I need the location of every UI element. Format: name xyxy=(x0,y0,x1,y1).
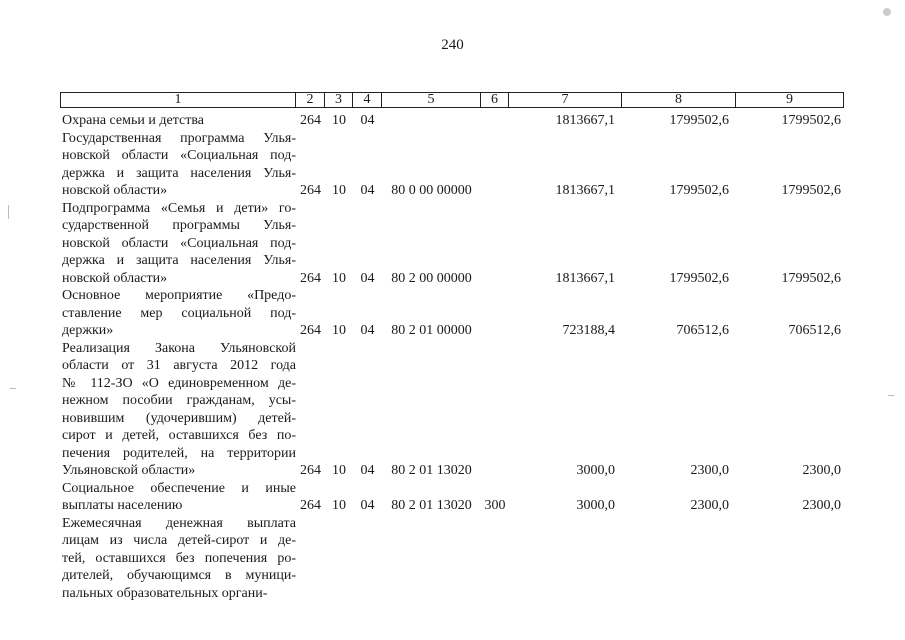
description-line: новской области» xyxy=(62,183,168,198)
description-line: Реализация Закона Ульяновской xyxy=(62,340,296,356)
header-col-9: 9 xyxy=(736,92,844,108)
description-line: держка и защита населения Улья- xyxy=(62,165,296,181)
amount-cell-col-9: 1799502,6 xyxy=(781,113,841,128)
description-line: лицам из числа детей-сирот и де- xyxy=(62,533,296,548)
amount-cell-col-8: 1799502,6 xyxy=(669,270,729,286)
description-line: дителей, обучающимся в муници- xyxy=(62,568,296,583)
code-cell-col-3: 10 xyxy=(332,113,346,128)
header-col-1: 1 xyxy=(60,92,296,108)
description-line: новской области «Социальная под- xyxy=(62,235,296,251)
header-col-7: 7 xyxy=(509,92,622,108)
description-line: держка и защита населения Улья- xyxy=(62,253,296,268)
scan-mark xyxy=(888,395,894,396)
scan-mark xyxy=(10,388,16,389)
code-cell-col-2: 264 xyxy=(300,323,321,338)
description-line: Ульяновской области» xyxy=(62,463,196,478)
scan-mark xyxy=(8,205,9,219)
description-line: Подпрограмма «Семья и дети» го- xyxy=(62,200,296,216)
description-line: нежном пособии гражданам, усы- xyxy=(62,393,296,408)
code-cell-col-2: 264 xyxy=(300,183,321,198)
amount-cell-col-8: 2300,0 xyxy=(690,498,729,513)
row-description xyxy=(62,480,296,515)
amount-cell-col-7: 1813667,1 xyxy=(555,270,615,286)
code-cell-col-3: 10 xyxy=(332,498,346,513)
amount-cell-col-9: 1799502,6 xyxy=(781,270,841,286)
code-cell-col-2: 264 xyxy=(300,270,321,286)
description-line: новской области» xyxy=(62,270,168,286)
amount-cell-col-7: 723188,4 xyxy=(562,323,615,338)
amount-cell-col-7: 3000,0 xyxy=(576,498,615,513)
row-description xyxy=(62,287,296,340)
description-line: новской области «Социальная под- xyxy=(62,148,296,163)
amount-cell-col-9: 706512,6 xyxy=(788,323,841,338)
description-line: сударственной программы Улья- xyxy=(62,218,296,233)
description-line: Основное мероприятие «Предо- xyxy=(62,288,296,303)
code-cell-col-5: 80 2 01 13020 xyxy=(391,463,472,478)
header-col-3: 3 xyxy=(325,92,353,108)
row-description xyxy=(62,200,296,288)
amount-cell-col-8: 1799502,6 xyxy=(669,113,729,128)
description-line: пальных образовательных органи- xyxy=(62,585,268,601)
code-cell-col-2: 264 xyxy=(300,498,321,513)
code-cell-col-5: 80 0 00 00000 xyxy=(391,183,472,198)
amount-cell-col-7: 1813667,1 xyxy=(555,113,615,128)
description-line: держки» xyxy=(62,323,114,338)
page-number: 240 xyxy=(441,37,464,53)
amount-cell-col-8: 706512,6 xyxy=(676,323,729,338)
code-cell-col-3: 10 xyxy=(332,463,346,478)
description-line: № 112-ЗО «О единовременном де- xyxy=(62,375,296,391)
header-col-4: 4 xyxy=(353,92,382,108)
code-cell-col-5: 80 2 01 13020 xyxy=(391,498,472,513)
code-cell-col-4: 04 xyxy=(360,183,375,198)
description-line: новившим (удочерившим) детей- xyxy=(62,410,296,426)
description-line: Государственная программа Улья- xyxy=(62,130,296,146)
description-line: печения родителей, на территории xyxy=(62,445,296,461)
code-cell-col-4: 04 xyxy=(360,323,375,338)
description-line: области от 31 августа 2012 года xyxy=(62,358,296,373)
header-col-5: 5 xyxy=(382,92,481,108)
code-cell-col-4: 04 xyxy=(360,463,375,478)
code-cell-col-4: 04 xyxy=(360,498,375,513)
row-description xyxy=(62,515,296,603)
description-line: тей, оставшихся без попечения ро- xyxy=(62,550,296,566)
amount-cell-col-8: 2300,0 xyxy=(690,463,729,478)
description-line: Социальное обеспечение и иные xyxy=(62,480,296,496)
header-col-8: 8 xyxy=(622,92,736,108)
code-cell-col-3: 10 xyxy=(332,270,346,286)
amount-cell-col-9: 2300,0 xyxy=(802,463,841,478)
header-col-6: 6 xyxy=(481,92,509,108)
scan-mark xyxy=(883,8,891,16)
amount-cell-col-9: 2300,0 xyxy=(802,498,841,513)
code-cell-col-5: 80 2 00 00000 xyxy=(391,270,472,286)
description-line: Ежемесячная денежная выплата xyxy=(62,515,296,531)
amount-cell-col-7: 1813667,1 xyxy=(555,183,615,198)
code-cell-col-2: 264 xyxy=(300,113,321,128)
code-cell-col-5: 80 2 01 00000 xyxy=(391,323,472,338)
code-cell-col-2: 264 xyxy=(300,463,321,478)
code-cell-col-4: 04 xyxy=(360,113,375,128)
row-description xyxy=(62,340,296,480)
description-line: выплаты населению xyxy=(62,498,183,513)
code-cell-col-6: 300 xyxy=(484,498,506,513)
code-cell-col-3: 10 xyxy=(332,183,346,198)
row-description xyxy=(62,112,296,130)
amount-cell-col-8: 1799502,6 xyxy=(669,183,729,198)
amount-cell-col-7: 3000,0 xyxy=(576,463,615,478)
description-line: сирот и детей, оставшихся без по- xyxy=(62,428,296,443)
code-cell-col-3: 10 xyxy=(332,323,346,338)
row-description xyxy=(62,130,296,200)
description-line: ставление мер социальной под- xyxy=(62,305,296,321)
code-cell-col-4: 04 xyxy=(360,270,375,286)
header-col-2: 2 xyxy=(296,92,325,108)
amount-cell-col-9: 1799502,6 xyxy=(781,183,841,198)
description-line: Охрана семьи и детства xyxy=(62,113,204,128)
